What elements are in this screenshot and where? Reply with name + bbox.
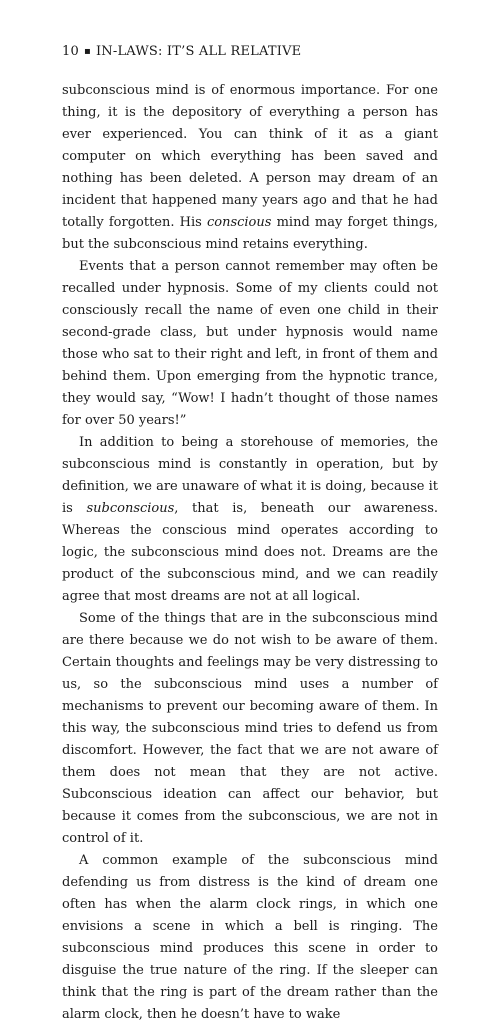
- paragraph-text: mind may forget things, but the subconscious mind retains everything.: [62, 215, 438, 252]
- separator-bullet: ▪: [83, 46, 91, 57]
- paragraph-italic-text: conscious: [206, 215, 272, 230]
- paragraph-text: Events that a person cannot remember may often be recalled under hypnosis. Some of my clients could not consciously recall the name of even one child in their second-grade class, but under hypnosis would name those who sat to their right and left, in front of them and behind them. Upon emerging from the hypnotic trance, they would say, “Wow! I hadn’t thought of those names for over 50 years!”: [62, 259, 438, 428]
- paragraph: [62, 432, 438, 608]
- page-number: 10: [62, 44, 79, 59]
- paragraph-text: Some of the things that are in the subconscious mind are there because we do not wish to be aware of them. Certain thoughts and feelings may be very distressing to us, so the subconscious mind uses a number of mechanisms to prevent our becoming aware of them. In this way, the subconscious mind tries to defend us from discomfort. However, the fact that we are not aware of them does not mean that they are not active. Subconscious ideation can affect our behavior, but because it comes from the subconscious, we are not in control of it.: [62, 611, 438, 846]
- paragraph: [62, 850, 438, 1026]
- running-title: IN-LAWS: IT’S ALL RELATIVE: [95, 44, 302, 59]
- paragraph: [62, 256, 438, 432]
- paragraph: [62, 80, 438, 256]
- paragraph-text: In addition to being a storehouse of memories, the subconscious mind is constantly in operation, but by definition, we are unaware of what it is doing, because it is: [62, 435, 438, 516]
- paragraph-text: A common example of the subconscious mind defending us from distress is the kind of dream one often has when the alarm clock rings, in which one envisions a scene in which a bell is ringing. The subconscious mind produces this scene in order to disguise the true nature of the ring. If the sleeper can think that the ring is part of the dream rather than the alarm clock, then he doesn’t have to wake: [62, 853, 438, 1022]
- paragraph-italic-text: subconscious: [86, 501, 175, 516]
- paragraph-text: , that is, beneath our awareness. Whereas the conscious mind operates according to logic, the subconscious mind does not. Dreams are the product of the subconscious mind, and we can readily agree that most dreams are not at all logical.: [62, 501, 439, 604]
- paragraph-text: subconscious mind is of enormous importance. For one thing, it is the depository of everything a person has ever experienced. You can think of it as a giant computer on which everything has been saved and nothing has been deleted. A person may dream of an incident that happened many years ago and that he had totally forgotten. His: [62, 83, 438, 230]
- running-header: [62, 44, 301, 59]
- body-text: [62, 80, 438, 1026]
- paragraph: [62, 608, 438, 850]
